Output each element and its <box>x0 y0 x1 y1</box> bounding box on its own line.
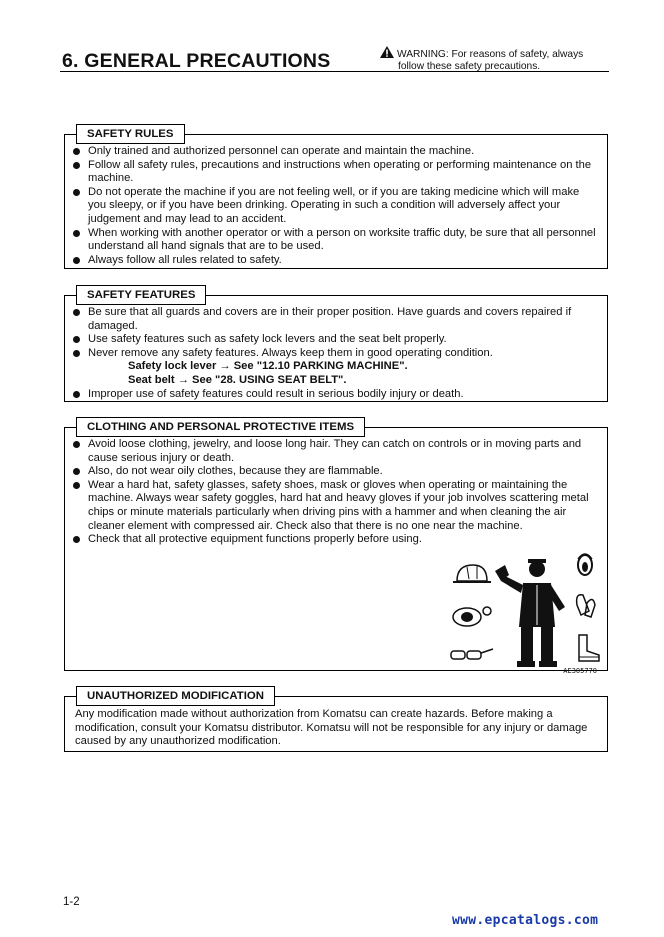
bullet-icon <box>73 162 80 169</box>
bullet-icon <box>73 257 80 264</box>
figure-code: AE305770 <box>563 667 597 676</box>
protective-equipment-illustration <box>73 551 599 679</box>
bullet-icon <box>73 336 80 343</box>
item-text: Never remove any safety features. Always keep them in good operating condition. <box>88 346 493 359</box>
list-item <box>73 479 599 533</box>
list-item <box>73 388 599 402</box>
item-text: Improper use of safety features could result in serious bodily injury or death. <box>88 387 464 400</box>
title-rule <box>60 71 609 73</box>
section-unauthorized-modification <box>64 690 608 752</box>
list-item <box>73 533 599 547</box>
section-heading: SAFETY RULES <box>76 124 185 144</box>
list-item <box>73 347 599 361</box>
section-clothing-protective-items <box>64 421 608 676</box>
item-text: Also, do not wear oily clothes, because they are flammable. <box>88 465 383 478</box>
bullet-icon <box>73 309 80 316</box>
section-safety-rules <box>64 128 608 269</box>
warning-note <box>380 46 616 72</box>
warning-line-1: WARNING: For reasons of safety, always <box>397 49 584 60</box>
list-item <box>73 159 599 186</box>
bullet-icon <box>73 189 80 196</box>
warning-line-2: follow these safety precautions. <box>398 61 541 72</box>
page-number: 1-2 <box>63 896 80 908</box>
warning-triangle-icon <box>380 46 394 61</box>
bullet-icon <box>73 468 80 475</box>
bullet-icon <box>73 482 80 489</box>
section-safety-features <box>64 289 608 402</box>
list-item <box>73 186 599 227</box>
item-text: Do not operate the machine if you are not feeling well, or if you are taking medicine which will make you sleepy, or if you have been drinking. Operating in such a condition will adversely affect your judgement and may lead to an accident. <box>88 185 580 225</box>
paragraph-text: Any modification made without authorization from Komatsu can create hazards. Before making a modification, consult your Komatsu distributor. Komatsu will not be responsible for any injury or damage caused by any unauthorized modification. <box>75 708 588 748</box>
item-text: Follow all safety rules, precautions and instructions when operating or performing maintenance on the machine. <box>88 158 592 185</box>
bullet-icon <box>73 441 80 448</box>
list-item <box>73 227 599 254</box>
section-heading: UNAUTHORIZED MODIFICATION <box>76 686 275 706</box>
item-text: Only trained and authorized personnel can operate and maintain the machine. <box>88 145 475 157</box>
item-text: Check that all protective equipment functions properly before using. <box>88 533 422 546</box>
bullet-icon <box>73 148 80 155</box>
page-title: 6. GENERAL PRECAUTIONS <box>62 50 331 72</box>
section-heading: SAFETY FEATURES <box>76 285 206 305</box>
list-item <box>73 333 599 347</box>
bullet-icon <box>73 350 80 357</box>
item-text: Wear a hard hat, safety glasses, safety shoes, mask or gloves when operating or maintaining the machine. Always wear safety goggles, hard hat and heavy gloves if your job involves scattering metal chips or minute materials particularly when driving pins with a hammer and when cleaning the air cleaner element with compressed air. Check also that there is no one near the machine. <box>88 478 589 532</box>
worker-ppe-icon <box>445 551 605 669</box>
item-text: Be sure that all guards and covers are in their proper position. Have guards and covers repaired if damaged. <box>88 306 572 332</box>
bullet-icon <box>73 536 80 543</box>
item-text: Avoid loose clothing, jewelry, and loose long hair. They can catch on controls or in moving parts and cause serious injury or death. <box>88 438 582 464</box>
bullet-icon <box>73 230 80 237</box>
list-item <box>73 145 599 159</box>
bullet-icon <box>73 391 80 398</box>
list-item <box>73 465 599 479</box>
list-item <box>73 306 599 333</box>
item-text: When working with another operator or with a person on worksite traffic duty, be sure that all personnel understand all hand signals that are to be used. <box>88 226 596 253</box>
reference-safety-lock-lever: Safety lock lever → See "12.10 PARKING MACHINE". <box>128 360 408 373</box>
watermark-link[interactable]: www.epcatalogs.com <box>452 913 599 928</box>
item-text: Always follow all rules related to safety. <box>88 253 282 266</box>
list-item <box>73 254 599 268</box>
list-item <box>73 438 599 465</box>
reference-seat-belt: Seat belt → See "28. USING SEAT BELT". <box>128 373 347 386</box>
section-heading: CLOTHING AND PERSONAL PROTECTIVE ITEMS <box>76 417 365 437</box>
item-text: Use safety features such as safety lock levers and the seat belt properly. <box>88 333 447 346</box>
